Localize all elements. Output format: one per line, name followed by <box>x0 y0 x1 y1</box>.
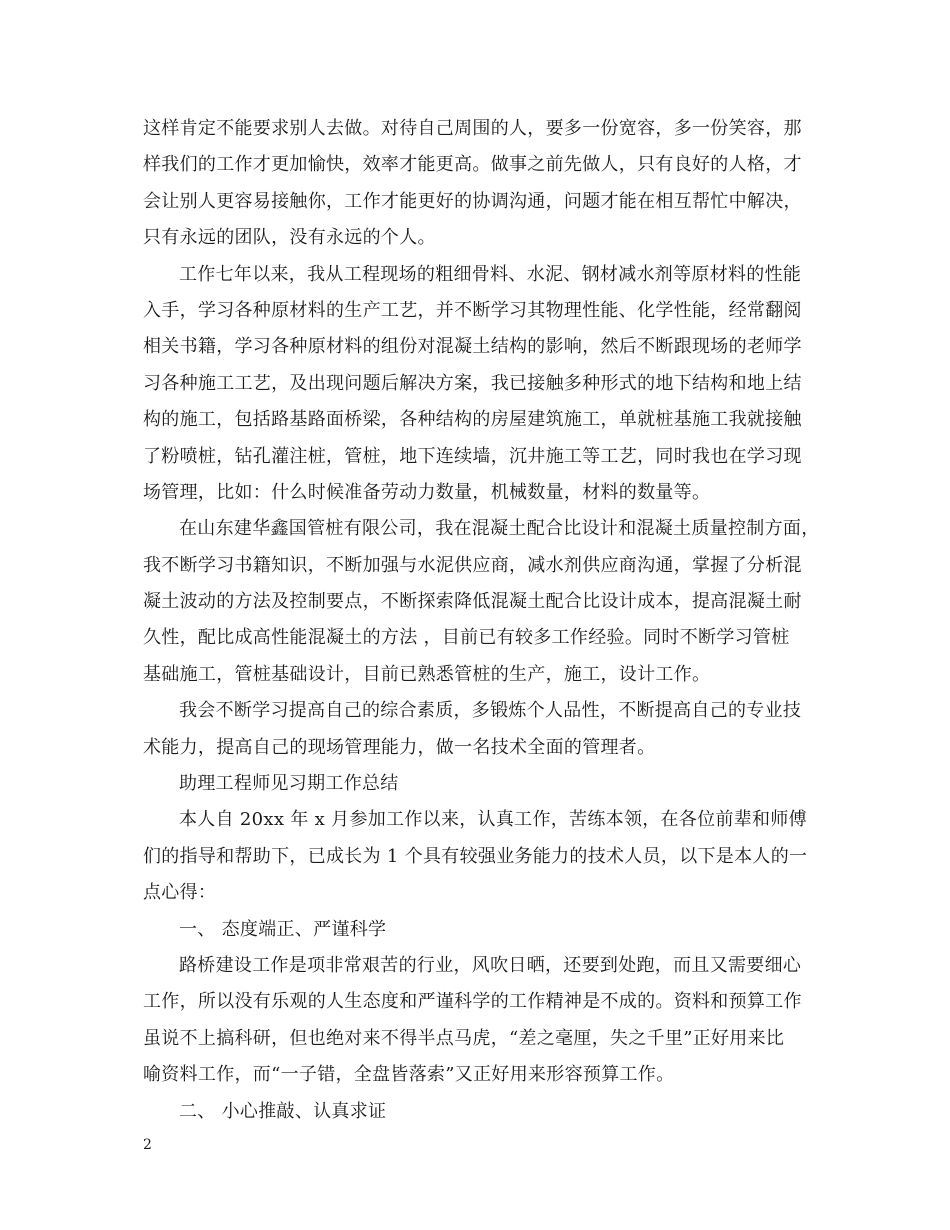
text-line: 基础施工，管桩基础设计，目前已熟悉管桩的生产，施工，设计工作。 <box>143 663 711 685</box>
text-line: 我不断学习书籍知识，不断加强与水泥供应商，减水剂供应商沟通，掌握了分析混 <box>143 554 802 576</box>
text-line: 喻资料工作，而“一子错，全盘皆落索”又正好用来形容预算工作。 <box>143 1064 675 1086</box>
text-line: 了粉喷桩，钻孔灌注桩，管桩，地下连续墙，沉井施工等工艺，同时我也在学习现 <box>143 445 802 467</box>
text-line: 一、 态度端正、严谨科学 <box>179 918 387 940</box>
text-line: 点心得： <box>143 882 217 904</box>
text-line: 虽说不上搞科研，但也绝对来不得半点马虎，“差之毫厘，失之千里”正好用来比 <box>143 1027 785 1049</box>
text-line: 二、 小心推敲、认真求证 <box>179 1100 387 1122</box>
text-line: 样我们的工作才更加愉快，效率才能更高。做事之前先做人，只有良好的人格，才 <box>143 154 802 176</box>
text-line: 我会不断学习提高自己的综合素质，多锻炼个人品性，不断提高自己的专业技 <box>179 700 802 722</box>
document-body <box>143 111 823 1130</box>
text-line: 凝土波动的方法及控制要点，不断探索降低混凝土配合比设计成本，提高混凝土耐 <box>143 591 802 613</box>
text-line: 在山东建华鑫国管桩有限公司，我在混凝土配合比设计和混凝土质量控制方面， <box>179 518 820 540</box>
text-line: 入手，学习各种原材料的生产工艺，并不断学习其物理性能、化学性能，经常翻阅 <box>143 299 802 321</box>
text-line: 术能力，提高自己的现场管理能力，做一名技术全面的管理者。 <box>143 736 656 758</box>
text-line: 久性，配比成高性能混凝土的方法 ，目前已有较多工作经验。同时不断学习管桩 <box>143 627 790 649</box>
text-line: 场管理，比如：什么时候准备劳动力数量，机械数量，材料的数量等。 <box>143 481 711 503</box>
text-line: 会让别人更容易接触你，工作才能更好的协调沟通，问题才能在相互帮忙中解决， <box>143 190 802 212</box>
page-number: 2 <box>143 1137 152 1153</box>
text-line: 习各种施工工艺，及出现问题后解决方案，我已接触多种形式的地下结构和地上结 <box>143 372 802 394</box>
text-line: 工作七年以来，我从工程现场的粗细骨料、水泥、钢材减水剂等原材料的性能 <box>179 263 802 285</box>
text-line: 助理工程师见习期工作总结 <box>179 773 399 795</box>
text-line: 只有永远的团队，没有永远的个人。 <box>143 227 436 249</box>
text-line: 这样肯定不能要求别人去做。对待自己周围的人，要多一份宽容，多一份笑容，那 <box>143 118 802 139</box>
text-line: 们的指导和帮助下，已成长为 1 个具有较强业务能力的技术人员，以下是本人的一 <box>143 845 808 867</box>
text-line: 本人自 20xx 年 x 月参加工作以来，认真工作，苦练本领，在各位前辈和师傅 <box>179 809 807 831</box>
text-line: 工作，所以没有乐观的人生态度和严谨科学的工作精神是不成的。资料和预算工作 <box>143 991 802 1013</box>
text-line: 路桥建设工作是项非常艰苦的行业，风吹日晒，还要到处跑，而且又需要细心 <box>179 954 802 976</box>
text-line: 构的施工，包括路基路面桥梁，各种结构的房屋建筑施工，单就桩基施工我就接触 <box>143 409 802 431</box>
text-line: 相关书籍，学习各种原材料的组份对混凝土结构的影响，然后不断跟现场的老师学 <box>143 336 802 358</box>
